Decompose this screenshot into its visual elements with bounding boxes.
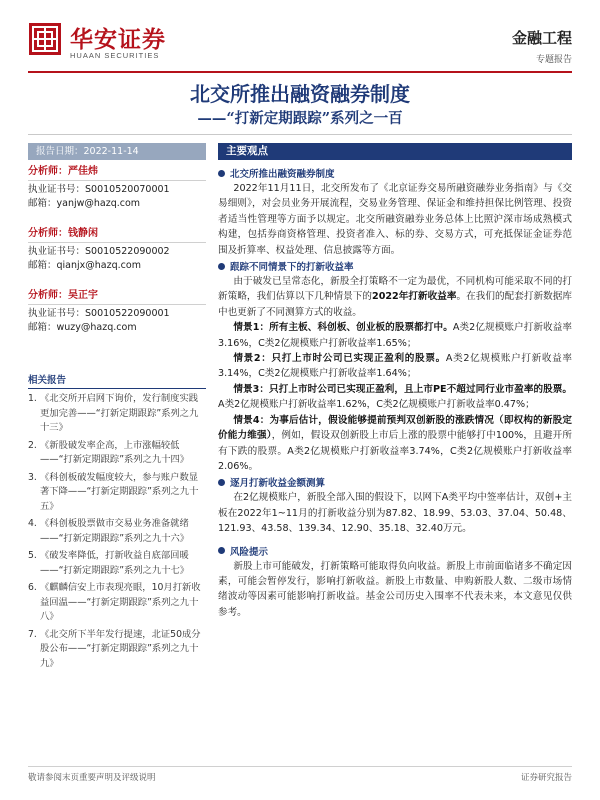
list-item[interactable] [28, 549, 206, 578]
scenario-label: 情景3：只打上市时公司已实现正盈利，且上市PE不超过同行业市盈率的股票。 [233, 383, 572, 395]
list-item[interactable] [28, 628, 206, 672]
scenario-text: ，例如，假设双创新股上市后上涨的股票中能够打中100%，且避开所有下跌的股票。A类2亿规模账户打新收益率3.74%，C类2亿规模账户打新收益率2.06%。 [218, 430, 572, 472]
analyst-email[interactable]: 邮箱：qianjx@hazq.com [28, 260, 141, 271]
scenario-2 [218, 351, 572, 382]
list-item-text: 《北交所下半年发行提速，北证50成分股公布——“打新定期跟踪”系列之九十九》 [40, 628, 201, 669]
paragraph: 新股上市可能破发，打新策略可能取得负向收益。新股上市前面临诸多不确定因素，可能会暂停发行，影响打新收益。新股上市数量、申购新股人数、二级市场情绪波动等因素可能影响打新收益。基金公司历史入围率不代表未来，本文意见仅供参考。 [218, 560, 572, 618]
analyst-name: 分析师：钱静闲 [28, 226, 206, 243]
scenario-text: A类2亿规模账户打新收益率3.14%，C类2亿规模账户打新收益率1.64%； [218, 353, 572, 380]
footer-disclaimer: 敬请参阅末页重要声明及评级说明 [28, 773, 156, 783]
logo-name: 华安证券 [70, 26, 166, 53]
footer-divider [28, 766, 572, 767]
paragraph [218, 274, 572, 320]
key-points-body [218, 165, 572, 620]
paragraph-emphasis: 2022年打新收益率 [372, 291, 457, 303]
list-item-text: 《新股破发率企高，上市涨幅较低——“打新定期跟踪”系列之九十四》 [40, 439, 190, 465]
key-points-heading: 主要观点 [218, 143, 572, 160]
bullet-icon [218, 263, 225, 270]
report-title: 北交所推出融资融券制度 [190, 82, 410, 106]
footer-label: 证券研究报告 [520, 773, 572, 783]
analyst-cert: 执业证书号：S0010522090002 [28, 246, 170, 257]
list-item[interactable] [28, 439, 206, 468]
list-item-number: 6. [28, 582, 37, 593]
list-item-number: 3. [28, 471, 37, 483]
list-item-number: 1. [28, 393, 37, 404]
scenario-label: 情景1：所有主板、科创板、创业板的股票都打中。 [233, 322, 453, 334]
list-item-number: 7. [28, 628, 37, 640]
analyst-name: 分析师：吴正宇 [28, 288, 206, 305]
analyst-block [28, 164, 206, 226]
list-item[interactable] [28, 517, 206, 546]
header-divider [28, 71, 572, 73]
scenario-text: A类2亿规模账户打新收益率1.62%，C类2亿规模账户打新收益率0.47%； [218, 399, 535, 411]
paragraph: 在2亿规模账户，新股全部入围的假设下，以网下A类平均中签率估计，双创+主板在2022年1~11月的打新收益分别为87.82、18.99、53.03、37.04、50.48、121.93、43.58、139.34、12.90、35.18、32.40万元。 [218, 492, 572, 535]
bullet-icon [218, 479, 225, 486]
analyst-cert: 执业证书号：S0010522090001 [28, 308, 170, 319]
report-subtitle: ——“打新定期跟踪”系列之一百 [197, 110, 403, 127]
list-item-text: 《北交所开启网下询价，发行制度实践更加完善——“打新定期跟踪”系列之九十三》 [40, 393, 199, 433]
related-reports-title: 相关报告 [28, 372, 206, 389]
bullet-icon [218, 170, 225, 177]
scenario-label: 情景2：只打上市时公司已实现正盈利的股票。 [233, 353, 446, 365]
section-name: 金融工程 [511, 29, 572, 47]
section-title: 风险提示 [230, 546, 269, 558]
list-item-text: 《破发率降低，打新收益自底部回暖——“打新定期跟踪”系列之九十七》 [40, 550, 190, 576]
related-reports-list [28, 392, 206, 674]
report-header [28, 22, 572, 68]
scenario-3 [218, 382, 572, 413]
section-title: 逐月打新收益金额测算 [230, 478, 326, 490]
analyst-name: 分析师：严佳炜 [28, 164, 206, 181]
analyst-block [28, 226, 206, 288]
list-item-number: 5. [28, 550, 37, 561]
scenario-label: 情景4：为事后估计，假设能够提前预判双创新股的涨跌情况（即权构的新股定价能力维强） [218, 414, 572, 442]
title-divider [28, 134, 572, 135]
section-heading [218, 165, 572, 181]
analyst-block [28, 288, 206, 350]
logo-english: HUAAN SECURITIES [70, 51, 160, 60]
section-heading [218, 543, 572, 559]
paragraph-text: 。在我们的配套打新数据库中也更新了不同测算方式的收益。 [218, 291, 573, 318]
section-title: 跟踪不同情景下的打新收益率 [230, 262, 354, 274]
analyst-panel [28, 164, 206, 350]
bullet-icon [218, 547, 225, 554]
scenario-4 [218, 413, 572, 475]
analyst-email[interactable]: 邮箱：yanjw@hazq.com [28, 198, 141, 209]
paragraph-text: 由于破发已呈常态化，新股全打策略不一定为最优，不同机构可能采取不同的打新策略，我们估算以下几种情景下的 [218, 276, 572, 303]
scenario-text: A类2亿规模账户打新收益率3.16%，C类2亿规模账户打新收益率1.65%； [218, 322, 572, 349]
huaan-logo-icon [28, 22, 62, 56]
list-item[interactable] [28, 581, 206, 625]
analyst-email[interactable]: 邮箱：wuzy@hazq.com [28, 322, 137, 333]
section-heading [218, 258, 572, 274]
scenario-1 [218, 320, 572, 351]
report-type: 专题报告 [535, 55, 572, 65]
section-title: 北交所推出融资融券制度 [230, 169, 335, 180]
list-item-number: 2. [28, 439, 37, 451]
list-item-number: 4. [28, 518, 37, 529]
list-item-text: 《麒麟信安上市表现亮眼，10月打新收益回温——“打新定期跟踪”系列之九十八》 [40, 582, 201, 622]
list-item[interactable] [28, 392, 206, 436]
report-date: 报告日期：2022-11-14 [28, 143, 206, 160]
list-item-text: 《科创板破发幅度较大，参与账户数显著下降——“打新定期跟踪”系列之九十五》 [40, 471, 199, 512]
list-item-text: 《科创板股票做市交易业务准备就绪——“打新定期跟踪”系列之九十六》 [40, 518, 190, 544]
section-heading [218, 474, 572, 490]
list-item[interactable] [28, 471, 206, 515]
analyst-cert: 执业证书号：S0010520070001 [28, 184, 170, 195]
paragraph: 2022年11月11日，北交所发布了《北京证券交易所融资融券业务指南》与《交易细则》，对会员业务开展流程，交易业务管理、保证金和维持担保比例管理、投资者适当性管理等方面予以规定。北交所融资融券业务总体上比照沪深市场成熟模式构建，包括券商资格管理、投资者准入、标的券、交易方式，可充抵保证金证券范围及折算率、权益处理、信息披露等方面。 [218, 183, 572, 256]
